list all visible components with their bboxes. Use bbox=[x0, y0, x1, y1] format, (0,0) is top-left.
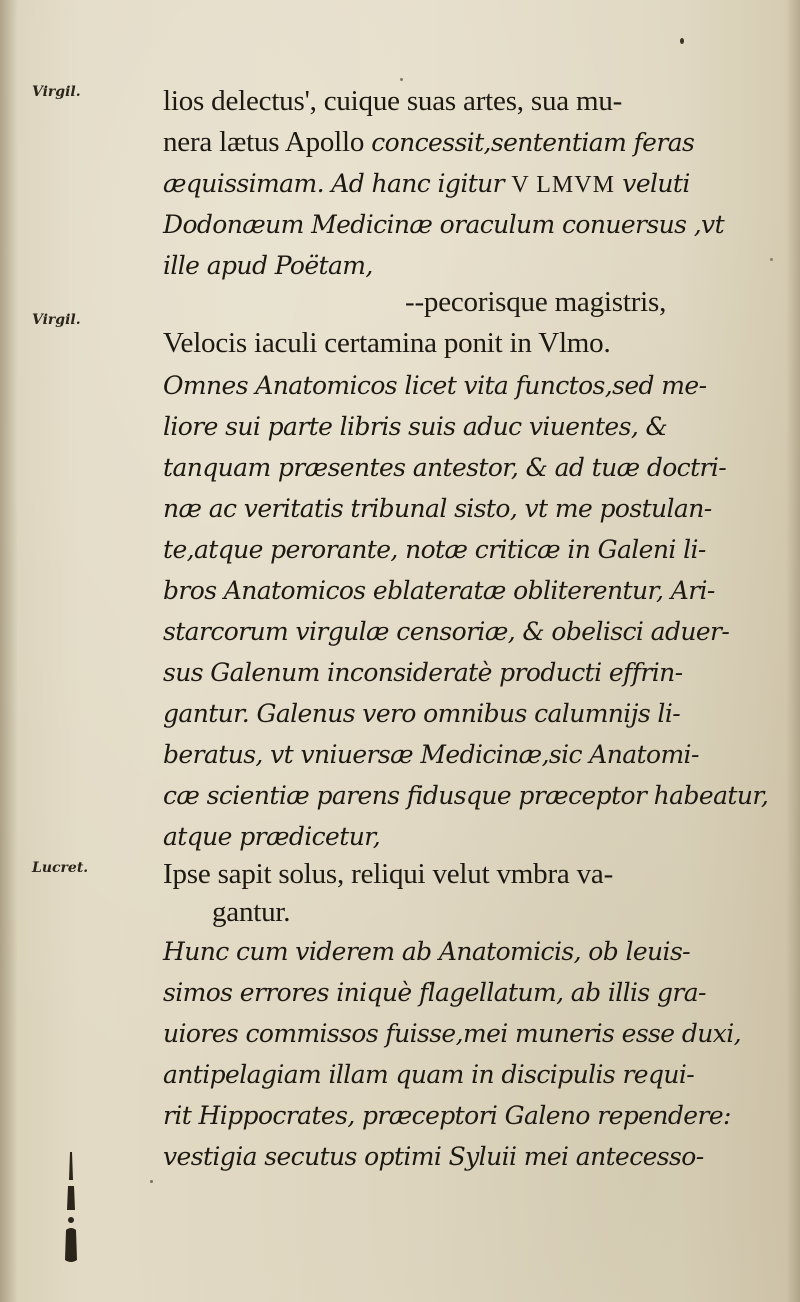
margin-note: Virgil. bbox=[32, 312, 81, 328]
text-segment: æquissimam. Ad hanc igitur bbox=[163, 169, 512, 198]
text-segment: nera lætus Apollo bbox=[163, 126, 372, 158]
text-segment: gantur. bbox=[212, 896, 291, 928]
text-line bbox=[163, 571, 763, 609]
text-line bbox=[163, 1096, 763, 1134]
ink-speck bbox=[770, 258, 773, 261]
text-line bbox=[163, 855, 763, 893]
text-line bbox=[163, 735, 763, 773]
text-segment: ille apud Poëtam, bbox=[163, 251, 373, 280]
text-segment: bros Anatomicos eblateratæ obliterentur, Ari- bbox=[163, 576, 715, 605]
ink-speck bbox=[400, 78, 403, 81]
text-segment: Velocis iaculi certamina ponit in Vlmo. bbox=[163, 327, 611, 359]
text-segment: te,atque perorante, notæ criticæ in Galeni li- bbox=[163, 535, 706, 564]
text-line bbox=[163, 612, 763, 650]
page-edge-shadow bbox=[786, 0, 800, 1302]
text-segment: næ ac veritatis tribunal sisto, vt me postulan- bbox=[163, 494, 712, 523]
text-line bbox=[405, 283, 800, 321]
text-line bbox=[163, 973, 763, 1011]
text-line bbox=[163, 205, 763, 243]
text-line bbox=[212, 893, 800, 931]
text-line bbox=[163, 82, 763, 120]
text-segment: lios delectus', cuique suas artes, sua mu- bbox=[163, 85, 623, 117]
text-segment: beratus, vt vniuersæ Medicinæ,sic Anatomi- bbox=[163, 740, 699, 769]
text-segment: liore sui parte libris suis aduc viuentes, & bbox=[163, 412, 668, 441]
margin-note: Virgil. bbox=[32, 84, 81, 100]
text-line bbox=[163, 324, 763, 362]
text-line bbox=[163, 817, 763, 855]
text-segment: starcorum virgulæ censoriæ, & obelisci aduer- bbox=[163, 617, 730, 646]
text-segment: uiores commissos fuisse,mei muneris esse duxi, bbox=[163, 1019, 741, 1048]
text-line bbox=[163, 123, 763, 161]
text-segment: vestigia secutus optimi Syluii mei antecesso- bbox=[163, 1142, 704, 1171]
text-segment: V LMVM bbox=[511, 172, 615, 198]
text-segment: --pecorisque magistris, bbox=[405, 286, 667, 318]
text-segment: simos errores iniquè flagellatum, ab illis gra- bbox=[163, 978, 706, 1007]
text-line bbox=[163, 530, 763, 568]
text-line bbox=[163, 932, 763, 970]
text-line bbox=[163, 448, 763, 486]
text-segment: Omnes Anatomicos licet vita functos,sed me- bbox=[163, 371, 707, 400]
text-line bbox=[163, 776, 769, 814]
text-line bbox=[163, 246, 763, 284]
margin-note: Lucret. bbox=[32, 860, 89, 876]
text-segment: sus Galenum inconsideratè producti effrin- bbox=[163, 658, 683, 687]
text-line bbox=[163, 366, 763, 404]
ink-speck bbox=[150, 1180, 153, 1183]
text-segment: gantur. Galenus vero omnibus calumnijs li- bbox=[163, 699, 681, 728]
text-line bbox=[163, 694, 763, 732]
text-segment: cæ scientiæ parens fidusque præceptor habeatur, bbox=[163, 781, 769, 810]
text-segment: Hunc cum viderem ab Anatomicis, ob leuis- bbox=[163, 937, 691, 966]
ink-speck bbox=[680, 38, 684, 44]
text-segment: tanquam præsentes antestor, & ad tuæ doctri- bbox=[163, 453, 727, 482]
ornament-mark bbox=[56, 1150, 86, 1265]
text-line bbox=[163, 489, 763, 527]
text-line bbox=[163, 653, 763, 691]
text-segment: concessit,sententiam feras bbox=[371, 128, 695, 157]
text-segment: Ipse sapit solus, reliqui velut vmbra va- bbox=[163, 858, 614, 890]
text-line bbox=[163, 1014, 763, 1052]
text-line bbox=[163, 164, 763, 202]
page-gutter-shadow bbox=[0, 0, 18, 1302]
text-segment: Dodonæum Medicinæ oraculum conuersus ,vt bbox=[163, 210, 725, 239]
text-segment: atque prædicetur, bbox=[163, 822, 381, 851]
text-line bbox=[163, 1137, 763, 1175]
text-line bbox=[163, 1055, 763, 1093]
text-line bbox=[163, 407, 763, 445]
text-segment: veluti bbox=[614, 169, 690, 198]
text-segment: antipelagiam illam quam in discipulis requi- bbox=[163, 1060, 695, 1089]
text-segment: rit Hippocrates, præceptori Galeno rependere: bbox=[163, 1101, 731, 1130]
